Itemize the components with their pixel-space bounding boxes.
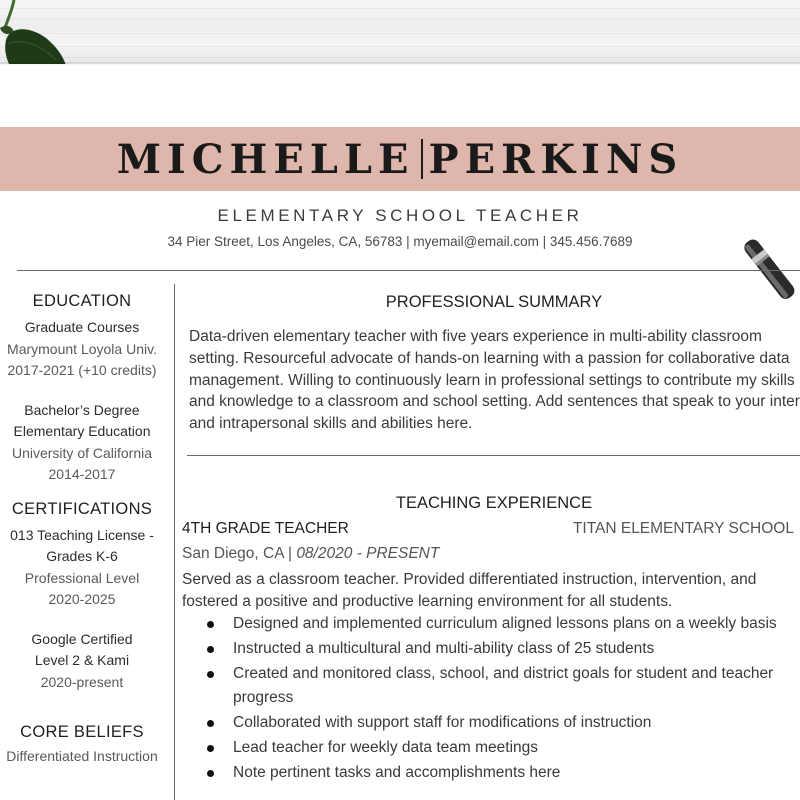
section-divider [187, 455, 800, 456]
column-divider [174, 284, 175, 800]
experience-heading: TEACHING EXPERIENCE [395, 494, 593, 512]
location-text: San Diego, CA | [182, 545, 297, 562]
bullet-icon [207, 671, 214, 678]
bullet-text: Created and monitored class, school, and district goals for student and teacher progress [233, 664, 774, 707]
certifications-heading: CERTIFICATIONS [11, 499, 153, 518]
name-banner [0, 127, 800, 191]
contact-info: 34 Pier Street, Los Angeles, CA, 56783 | myemail@email.com | 345.456.7689 [167, 234, 633, 249]
certification-level: Level 2 & Kami [34, 652, 130, 668]
desk-background [0, 0, 800, 64]
certification-years: 2020-2025 [48, 591, 116, 607]
education-years: 2017-2021 (+10 credits) [7, 362, 157, 378]
left-column [0, 292, 164, 768]
education-school: University of California [11, 444, 153, 461]
job-bullets [207, 612, 800, 786]
candidate-name [0, 127, 800, 191]
bullet-text: Note pertinent tasks and accomplishments here [233, 763, 561, 781]
education-heading: EDUCATION [32, 292, 132, 310]
certification-years: 2020-present [40, 673, 124, 690]
job-description: Served as a classroom teacher. Provided differentiated instruction, intervention, and fostered a positive and productive learning environment for all students. [182, 571, 757, 610]
list-item [207, 612, 800, 637]
bullet-text: Designed and implemented curriculum aligned lessons plans on a weekly basis [233, 615, 777, 632]
certification-level: Professional Level [24, 569, 140, 586]
education-degree: Graduate Courses [24, 319, 140, 335]
core-beliefs-heading: CORE BELIEFS [20, 723, 144, 741]
page-edge-shadow [0, 62, 800, 66]
bullet-icon [207, 745, 214, 752]
employer-name: TITAN ELEMENTARY SCHOOL [572, 520, 794, 537]
list-item [207, 761, 800, 786]
education-years: 2014-2017 [48, 466, 116, 482]
summary-line: Data-driven elementary teacher with five years experience in multi-ability classroom [189, 328, 762, 345]
list-item [207, 711, 800, 736]
bullet-icon [207, 621, 214, 628]
summary-line: management. Willing to continuously learn in professional settings to contribute my skills [189, 371, 795, 389]
education-school: Marymount Loyola Univ. [7, 340, 157, 357]
job-title: ELEMENTARY SCHOOL TEACHER [217, 206, 583, 225]
last-name: PERKINS [428, 135, 684, 183]
bullet-text: Instructed a multicultural and multi-ability class of 25 students [233, 639, 655, 657]
certification-entry [0, 629, 164, 694]
summary-text [189, 326, 800, 435]
plant-leaf-icon [0, 0, 80, 64]
first-name: MICHELLE [116, 135, 415, 183]
summary-heading: PROFESSIONAL SUMMARY [385, 293, 603, 311]
summary-line: setting. Resourceful advocate of hands-on learning with a passion for collaborative data [189, 349, 790, 367]
job-role: 4TH GRADE TEACHER [182, 520, 349, 537]
certification-grades: Grades K-6 [46, 548, 118, 564]
education-degree: Bachelor’s Degree [24, 401, 140, 418]
summary-line: and intrapersonal skills and abilities here. [189, 415, 473, 433]
header-divider [17, 270, 800, 271]
education-major: Elementary Education [13, 423, 151, 439]
summary-line: and knowledge to a classroom and school setting. Add sentences that speak to your inter [189, 393, 800, 411]
name-divider [421, 139, 423, 179]
list-item [207, 637, 800, 662]
certification-name: Google Certified [31, 630, 133, 647]
certification-entry [0, 525, 164, 611]
education-entry [0, 400, 164, 486]
job-location [182, 545, 439, 563]
education-entry [0, 317, 164, 382]
job-dates: 08/2020 - PRESENT [296, 545, 440, 562]
bullet-icon [207, 720, 214, 727]
certification-name: 013 Teaching License - [10, 526, 154, 543]
bullet-icon [207, 646, 214, 653]
bullet-text: Collaborated with support staff for modifications of instruction [233, 714, 652, 732]
bullet-text: Lead teacher for weekly data team meetings [233, 738, 539, 756]
list-item [207, 662, 800, 712]
bullet-icon [207, 770, 214, 777]
list-item [207, 736, 800, 761]
core-belief-item: Differentiated Instruction [6, 748, 158, 764]
